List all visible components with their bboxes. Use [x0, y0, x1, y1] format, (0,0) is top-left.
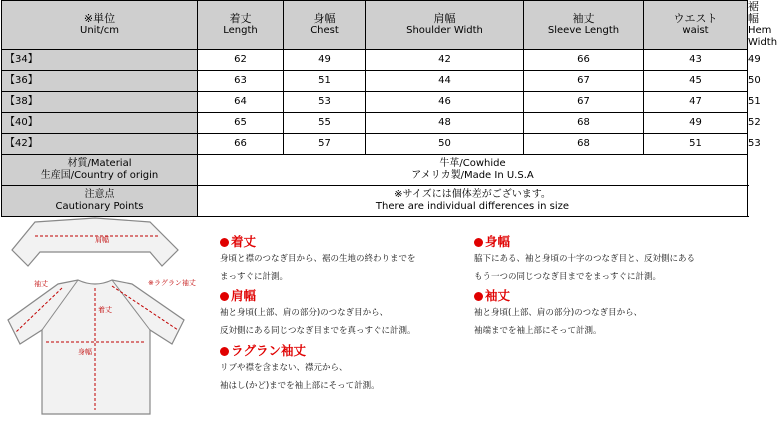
guide-chest	[474, 234, 695, 286]
bullet-icon	[474, 238, 483, 247]
guide-raglan-title: ラグラン袖丈	[231, 343, 307, 358]
size-label: 【36】	[2, 71, 198, 92]
cell-chest: 57	[284, 134, 366, 155]
col-length	[198, 1, 284, 50]
col-sleeve-jp: 袖丈	[572, 12, 595, 25]
caution-row	[2, 186, 748, 217]
cell-length: 62	[198, 50, 284, 71]
guide-shoulder-line1: 袖と身頃(上部、肩の部分)のつなぎ目から、	[220, 308, 389, 318]
guide-sleeve	[474, 288, 642, 340]
caution-label-en: Cautionary Points	[55, 201, 144, 212]
col-waist-en: waist	[682, 25, 709, 36]
cell-chest: 49	[284, 50, 366, 71]
col-sleeve	[524, 1, 644, 50]
guide-raglan	[220, 343, 380, 395]
cell-length: 64	[198, 92, 284, 113]
size-label: 【42】	[2, 134, 198, 155]
col-waist-jp: ウエスト	[673, 12, 718, 25]
guide-raglan-line1: リブや襟を含まない、襟元から、	[220, 363, 348, 373]
cell-sleeve: 66	[524, 50, 644, 71]
diagram-raglan-label: ※ラグラン袖丈	[148, 279, 196, 287]
origin-text: アメリカ製/Made In U.S.A	[411, 170, 534, 181]
unit-jp: ※単位	[83, 12, 116, 25]
col-chest-jp: 身幅	[313, 12, 336, 25]
col-waist	[644, 1, 748, 50]
material-value	[198, 155, 748, 186]
col-length-jp: 着丈	[229, 12, 252, 25]
cell-waist: 45	[644, 71, 748, 92]
size-label: 【40】	[2, 113, 198, 134]
diagram-sleeve-label: 袖丈	[34, 280, 48, 288]
cell-shoulder: 48	[366, 113, 524, 134]
unit-en: Unit/cm	[80, 25, 119, 36]
bullet-icon	[220, 347, 229, 356]
cell-length: 65	[198, 113, 284, 134]
unit-header	[2, 1, 198, 50]
cell-chest: 55	[284, 113, 366, 134]
shirt-diagram	[0, 214, 200, 427]
guide-shoulder-title: 肩幅	[231, 288, 257, 303]
cell-waist: 43	[644, 50, 748, 71]
guide-sleeve-line1: 袖と身頃(上部、肩の部分)のつなぎ目から、	[474, 308, 643, 318]
caution-text-en: There are individual differences in size	[375, 201, 570, 212]
guide-chest-line2: もう一つの同じつなぎ目までをまっすぐに計測。	[474, 272, 662, 282]
cell-waist: 49	[644, 113, 748, 134]
cell-length: 63	[198, 71, 284, 92]
table-row: 【38】 64 53 46 67 47 51	[2, 92, 748, 113]
guide-sleeve-title: 袖丈	[485, 288, 511, 303]
guide-raglan-line2: 袖はし(かど)までを袖上部にそって計測。	[220, 381, 380, 391]
caution-label-jp: 注意点	[84, 189, 115, 200]
table-row: 【34】 62 49 42 66 43 49	[2, 50, 748, 71]
guide-sleeve-line2: 袖端までを袖上部にそって計測。	[474, 326, 602, 336]
cell-chest: 51	[284, 71, 366, 92]
size-label: 【38】	[2, 92, 198, 113]
cell-sleeve: 67	[524, 71, 644, 92]
diagram-chest-label: 身幅	[78, 348, 92, 356]
origin-label: 生産国/Country of origin	[40, 170, 159, 181]
bullet-icon	[474, 292, 483, 301]
col-shoulder-jp: 肩幅	[433, 12, 456, 25]
col-shoulder	[366, 1, 524, 50]
bullet-icon	[220, 238, 229, 247]
guide-chest-title: 身幅	[485, 234, 511, 249]
caution-label	[2, 186, 198, 217]
col-shoulder-en: Shoulder Width	[406, 25, 483, 36]
bullet-icon	[220, 292, 229, 301]
cell-length: 66	[198, 134, 284, 155]
cell-waist: 51	[644, 134, 748, 155]
cell-waist: 47	[644, 92, 748, 113]
guide-chest-line1: 脇下にある、袖と身頃の十字のつなぎ目と、反対側にある	[474, 254, 696, 264]
table-row: 【42】 66 57 50 68 51 53	[2, 134, 748, 155]
col-chest-en: Chest	[310, 25, 339, 36]
cell-sleeve: 67	[524, 92, 644, 113]
table-row: 【36】 63 51 44 67 45 50	[2, 71, 748, 92]
cell-sleeve: 68	[524, 134, 644, 155]
cell-shoulder: 42	[366, 50, 524, 71]
caution-value	[198, 186, 748, 217]
guide-shoulder-line2: 反対側にある同じつなぎ目までを真っすぐに計測。	[220, 326, 416, 336]
guide-length-line1: 身頃と襟のつなぎ目から、裾の生地の終わりまでを	[220, 254, 416, 264]
guide-length-title: 着丈	[231, 234, 257, 249]
material-label	[2, 155, 198, 186]
guide-shoulder	[220, 288, 416, 340]
caution-text-jp: ※サイズには個体差がございます。	[394, 189, 551, 200]
col-length-en: Length	[223, 25, 258, 36]
material-text: 牛革/Cowhide	[439, 158, 506, 169]
diagram-length-label: 着丈	[98, 306, 112, 314]
table-row: 【40】 65 55 48 68 49 52	[2, 113, 748, 134]
material-label-jp: 材質/Material	[67, 158, 132, 169]
table-header-row: ※単位 Unit/cm 着丈 Length 身幅 Chest 肩幅 Shoulder Width 袖丈 Sleeve Length ウエスト waist 裾幅 Hem Width	[2, 1, 748, 50]
guide-length	[220, 234, 416, 286]
col-chest	[284, 1, 366, 50]
cell-shoulder: 46	[366, 92, 524, 113]
cell-sleeve: 68	[524, 113, 644, 134]
size-label: 【34】	[2, 50, 198, 71]
measurement-guide	[0, 214, 720, 427]
cell-shoulder: 50	[366, 134, 524, 155]
cell-shoulder: 44	[366, 71, 524, 92]
col-sleeve-en: Sleeve Length	[547, 25, 620, 36]
diagram-shoulder-label: 肩幅	[95, 236, 109, 244]
guide-length-line2: まっすぐに計測。	[220, 272, 289, 282]
cell-chest: 53	[284, 92, 366, 113]
size-table	[1, 0, 777, 217]
material-row	[2, 155, 748, 186]
